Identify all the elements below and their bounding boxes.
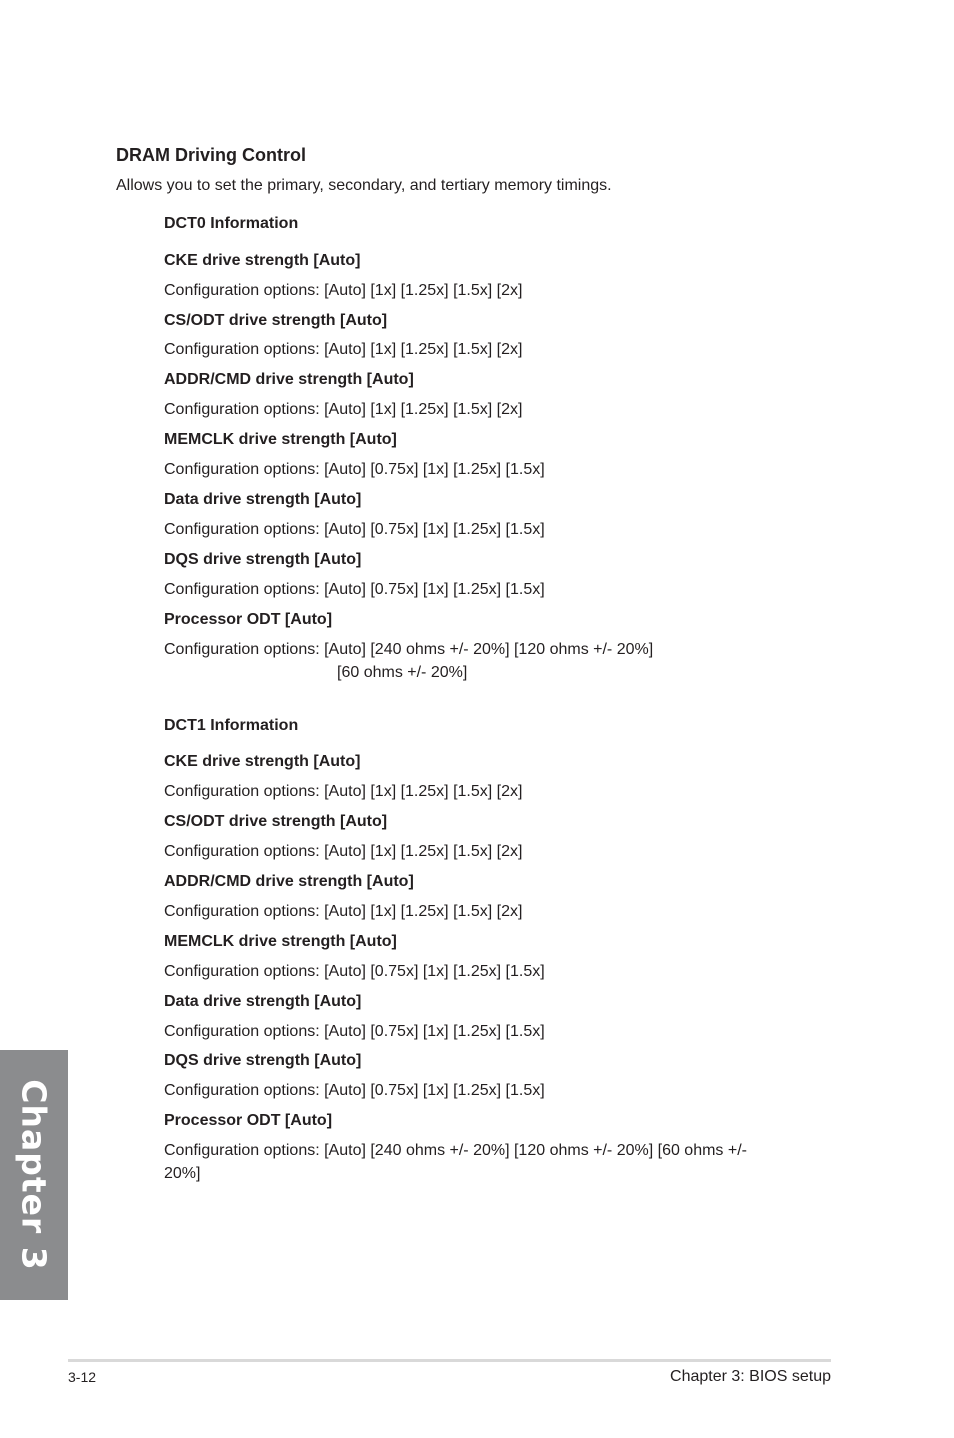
dct1-dqs-title: DQS drive strength [Auto] — [164, 1052, 362, 1069]
dct1-odt-title: Processor ODT [Auto] — [164, 1112, 333, 1129]
page-number: 3-12 — [68, 1369, 97, 1385]
dct0-addr-options: Configuration options: [Auto] [1x] [1.25x] [1.5x] [2x] — [164, 401, 523, 418]
dct1-csodt-title: CS/ODT drive strength [Auto] — [164, 813, 388, 830]
dct0-odt-options-cont: [60 ohms +/- 20%] — [337, 664, 468, 681]
section-intro: Allows you to set the primary, secondary, and tertiary memory timings. — [116, 177, 612, 194]
chapter-side-tab-label: Chapter 3 — [14, 1079, 54, 1271]
section-title: DRAM Driving Control — [116, 145, 306, 165]
dct1-odt-options-cont: 20%] — [164, 1165, 201, 1182]
dct1-cke-title: CKE drive strength [Auto] — [164, 753, 361, 770]
dct0-data-options: Configuration options: [Auto] [0.75x] [1x] [1.25x] [1.5x] — [164, 521, 545, 538]
dct0-memclk-options: Configuration options: [Auto] [0.75x] [1x] [1.25x] [1.5x] — [164, 461, 545, 478]
footer-chapter-label: Chapter 3: BIOS setup — [670, 1368, 831, 1385]
dct1-memclk-options: Configuration options: [Auto] [0.75x] [1x] [1.25x] [1.5x] — [164, 963, 545, 980]
dct1-memclk-title: MEMCLK drive strength [Auto] — [164, 933, 397, 950]
dct1-data-options: Configuration options: [Auto] [0.75x] [1x] [1.25x] [1.5x] — [164, 1023, 545, 1040]
dct0-csodt-title: CS/ODT drive strength [Auto] — [164, 312, 388, 329]
dct1-csodt-options: Configuration options: [Auto] [1x] [1.25x] [1.5x] [2x] — [164, 843, 523, 860]
dct1-data-title: Data drive strength [Auto] — [164, 993, 362, 1010]
dct0-dqs-title: DQS drive strength [Auto] — [164, 551, 362, 568]
dct1-odt-options: Configuration options: [Auto] [240 ohms +/- 20%] [120 ohms +/- 20%] [60 ohms +/- — [164, 1142, 747, 1159]
dct1-heading: DCT1 Information — [164, 717, 299, 734]
dct0-heading: DCT0 Information — [164, 215, 299, 232]
dct1-cke-options: Configuration options: [Auto] [1x] [1.25x] [1.5x] [2x] — [164, 783, 523, 800]
dct0-odt-title: Processor ODT [Auto] — [164, 611, 333, 628]
dct0-dqs-options: Configuration options: [Auto] [0.75x] [1x] [1.25x] [1.5x] — [164, 581, 545, 598]
dct0-csodt-options: Configuration options: [Auto] [1x] [1.25x] [1.5x] [2x] — [164, 341, 523, 358]
dct0-odt-options: Configuration options: [Auto] [240 ohms +/- 20%] [120 ohms +/- 20%] — [164, 641, 654, 658]
dct1-addr-title: ADDR/CMD drive strength [Auto] — [164, 873, 414, 890]
dct0-data-title: Data drive strength [Auto] — [164, 491, 362, 508]
footer-divider — [68, 1359, 831, 1362]
dct1-dqs-options: Configuration options: [Auto] [0.75x] [1x] [1.25x] [1.5x] — [164, 1082, 545, 1099]
dct0-cke-title: CKE drive strength [Auto] — [164, 252, 361, 269]
dct0-addr-title: ADDR/CMD drive strength [Auto] — [164, 371, 414, 388]
dct1-addr-options: Configuration options: [Auto] [1x] [1.25x] [1.5x] [2x] — [164, 903, 523, 920]
chapter-side-tab — [0, 1050, 68, 1300]
dct0-cke-options: Configuration options: [Auto] [1x] [1.25x] [1.5x] [2x] — [164, 282, 523, 299]
dct0-memclk-title: MEMCLK drive strength [Auto] — [164, 431, 397, 448]
